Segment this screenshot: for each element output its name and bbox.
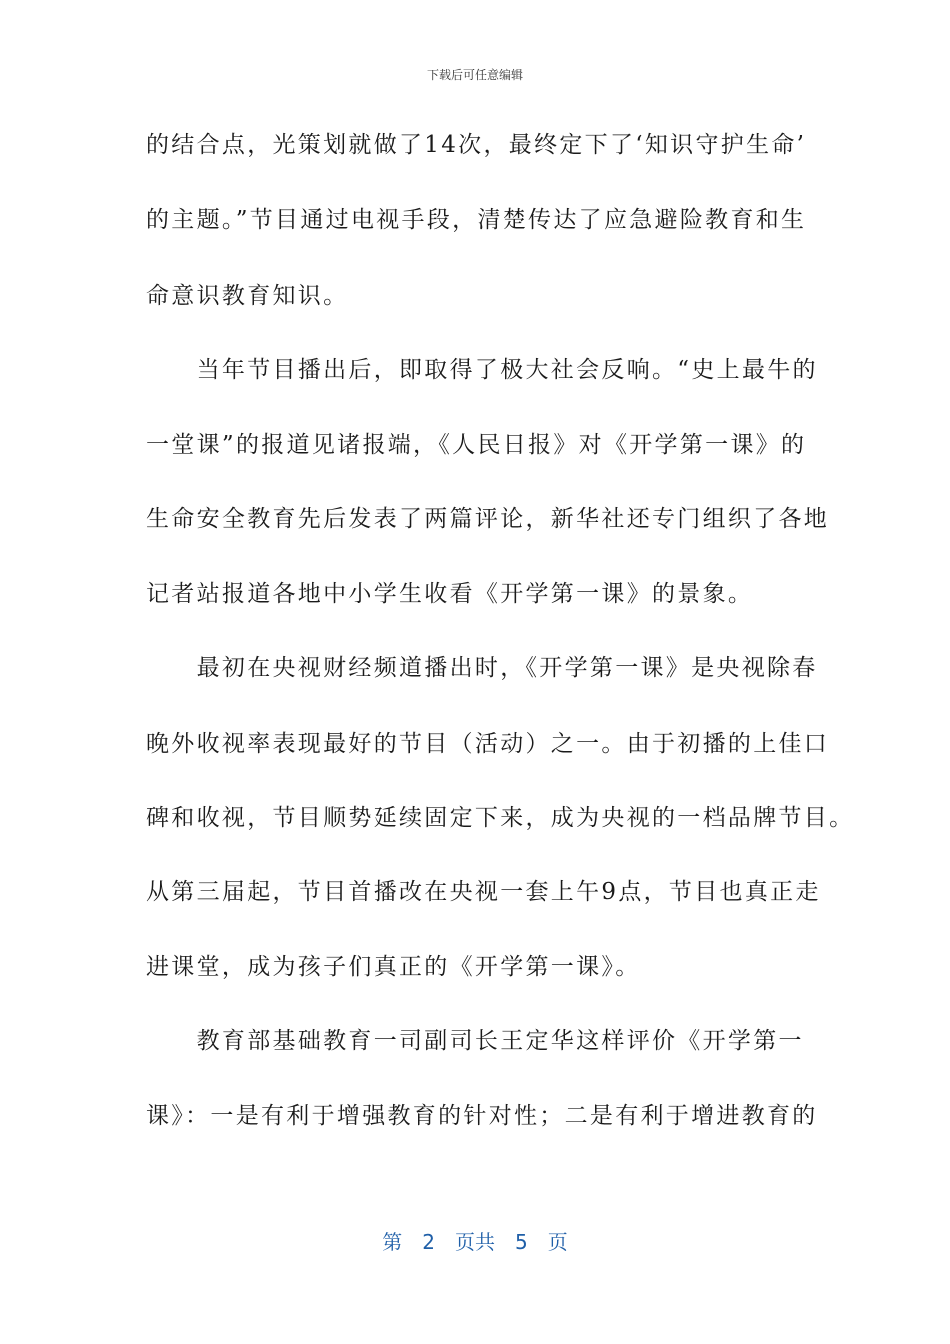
body-line-10: 碑和收视，节目顺势延续固定下来，成为央视的一档品牌节目。 [146,805,855,831]
body-line-11: 从第三届起，节目首播改在央视一套上午9点，节目也真正走 [146,879,821,905]
body-line-12: 进课堂，成为孩子们真正的《开学第一课》。 [146,954,641,980]
body-line-4: 当年节目播出后，即取得了极大社会反响。“史上最牛的 [146,357,818,383]
body-line-5: 一堂课”的报道见诸报端，《人民日报》对《开学第一课》的 [146,432,807,458]
body-line-9: 晚外收视率表现最好的节目（活动）之一。由于初播的上佳口 [146,731,830,757]
body-line-14: 课》：一是有利于增强教育的针对性；二是有利于增进教育的 [146,1103,818,1129]
page-number-footer: 第 2 页共 5 页 [382,1230,568,1254]
body-line-13: 教育部基础教育一司副司长王定华这样评价《开学第一 [146,1028,804,1054]
body-line-3: 命意识教育知识。 [146,283,349,309]
body-line-2: 的主题。”节目通过电视手段，清楚传达了应急避险教育和生 [146,207,807,233]
page-header: 下载后可任意编辑 [426,68,523,82]
body-line-7: 记者站报道各地中小学生收看《开学第一课》的景象。 [146,581,754,607]
body-line-8: 最初在央视财经频道播出时，《开学第一课》是央视除春 [146,655,818,681]
body-line-1: 的结合点，光策划就做了14次，最终定下了‘知识守护生命’ [146,132,807,158]
body-line-6: 生命安全教育先后发表了两篇评论，新华社还专门组织了各地 [146,506,830,532]
